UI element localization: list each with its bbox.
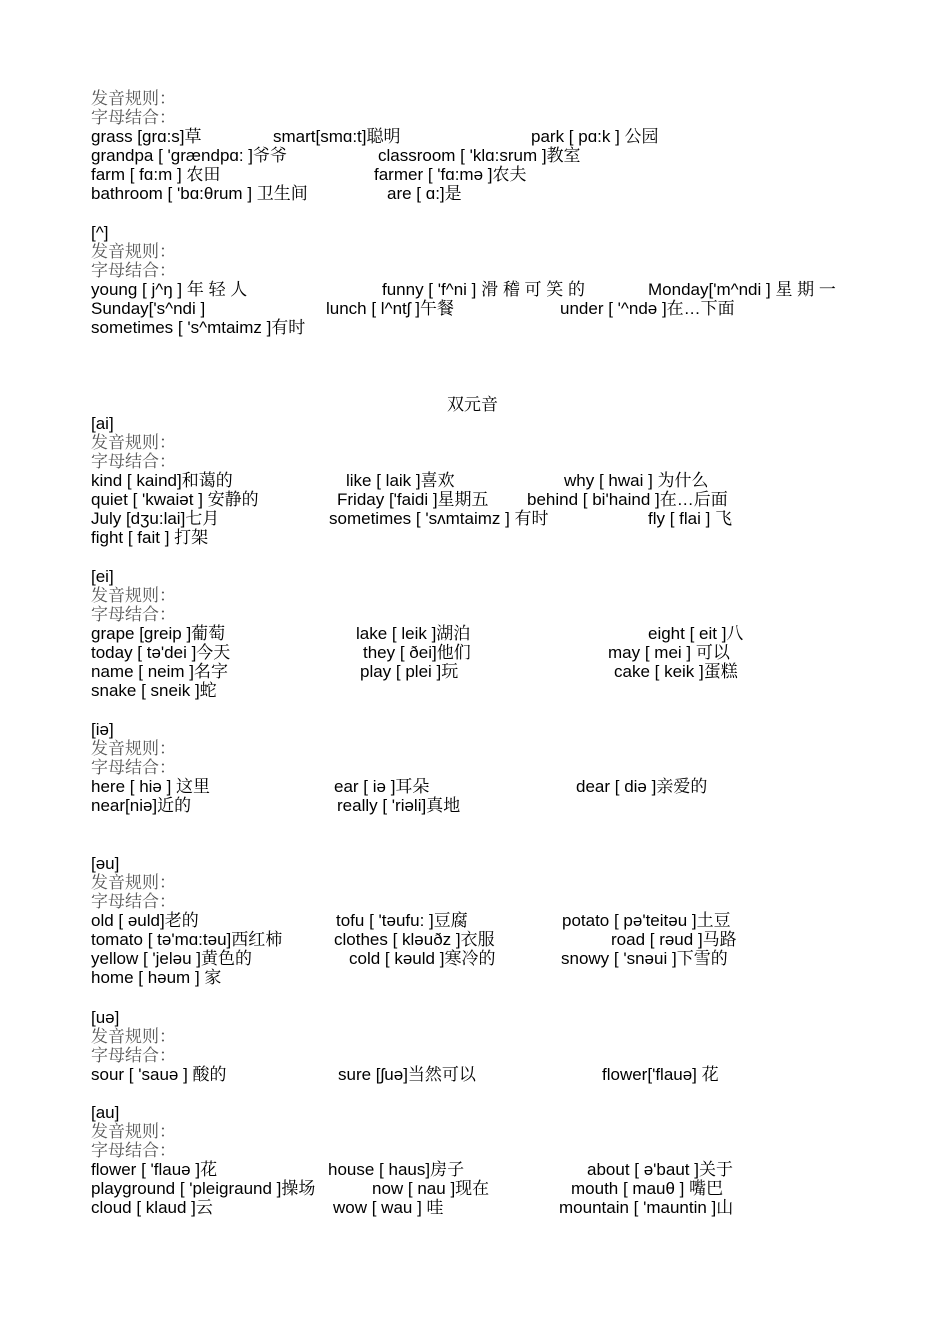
phoneme-header: [^] [91,223,109,242]
combo-label: 字母结合： [91,892,176,911]
word-entry: snowy [ 'snəui ]下雪的 [561,949,728,968]
word-entry: farmer [ 'fɑ:mə ]农夫 [374,165,527,184]
word-entry: name [ neim ]名字 [91,662,228,681]
word-entry: grape [greip ]葡萄 [91,624,226,643]
word-entry: tofu [ 'təufu: ]豆腐 [336,911,468,930]
word-entry: eight [ eit ]八 [648,624,744,643]
combo-label: 字母结合： [91,452,176,471]
word-entry: today [ tə'dei ]今天 [91,643,231,662]
word-row [0,911,950,930]
word-entry: park [ pɑ:k ] 公园 [531,127,659,146]
word-row [0,1065,950,1084]
rule-label: 发音规则： [91,586,176,605]
word-entry: old [ əuld]老的 [91,911,199,930]
phoneme-header: [əu] [91,854,120,873]
word-row [0,528,950,547]
word-entry: funny [ 'f^ni ] 滑 稽 可 笑 的 [382,280,585,299]
word-row [0,624,950,643]
word-entry: dear [ diə ]亲爱的 [576,777,708,796]
rule-label: 发音规则： [91,433,176,452]
combo-label: 字母结合： [91,605,176,624]
word-entry: smart[smɑ:t]聪明 [273,127,401,146]
word-row [0,165,950,184]
word-entry: fight [ fait ] 打架 [91,528,209,547]
rule-label: 发音规则： [91,873,176,892]
word-entry: mountain [ 'mauntin ]山 [559,1198,734,1217]
phoneme-header: [ei] [91,567,114,586]
word-row [0,1160,950,1179]
rule-label: 发音规则： [91,1122,176,1141]
word-entry: flower['flauə] 花 [602,1065,719,1084]
word-row [0,930,950,949]
word-row [0,146,950,165]
word-entry: road [ rəud ]马路 [611,930,737,949]
word-entry: wow [ wau ] 哇 [333,1198,444,1217]
word-entry: like [ laik ]喜欢 [346,471,455,490]
rule-label: 发音规则： [91,89,176,108]
word-entry: behind [ bi'haind ]在…后面 [527,490,728,509]
word-entry: young [ j^ŋ ] 年 轻 人 [91,280,248,299]
word-entry: grass [grɑ:s]草 [91,127,202,146]
word-entry: sure [ʃuə]当然可以 [338,1065,476,1084]
word-entry: here [ hiə ] 这里 [91,777,211,796]
word-entry: quiet [ 'kwaiət ] 安静的 [91,490,259,509]
word-entry: home [ həum ] 家 [91,968,222,987]
word-entry: grandpa [ 'grændpɑ: ]爷爷 [91,146,288,165]
word-entry: lake [ leik ]湖泊 [356,624,471,643]
word-entry: may [ mei ] 可以 [608,643,730,662]
word-entry: they [ ðei]他们 [363,643,471,662]
word-entry: sometimes [ 's^mtaimz ]有时 [91,318,306,337]
combo-label: 字母结合： [91,1141,176,1160]
word-row [0,1198,950,1217]
phoneme-header: [iə] [91,720,114,739]
word-row [0,127,950,146]
phoneme-header: [uə] [91,1008,120,1027]
rule-label: 发音规则： [91,242,176,261]
section-title: 双元音 [447,395,498,414]
rule-label: 发音规则： [91,1027,176,1046]
word-entry: snake [ sneik ]蛇 [91,681,217,700]
word-entry: flower [ 'flauə ]花 [91,1160,218,1179]
combo-label: 字母结合： [91,758,176,777]
word-entry: really [ 'riəli]真地 [337,796,461,815]
word-row [0,471,950,490]
combo-label: 字母结合： [91,108,176,127]
word-entry: playground [ 'pleigraund ]操场 [91,1179,316,1198]
word-entry: fly [ flai ] 飞 [648,509,733,528]
phoneme-header: [ai] [91,414,114,433]
word-entry: Monday['m^ndi ] 星 期 一 [648,280,836,299]
word-entry: near[niə]近的 [91,796,192,815]
word-row [0,509,950,528]
word-entry: Friday ['faidi ]星期五 [337,490,489,509]
word-entry: about [ ə'baut ]关于 [587,1160,733,1179]
combo-label: 字母结合： [91,261,176,280]
word-row [0,643,950,662]
word-entry: classroom [ 'klɑ:srum ]教室 [378,146,581,165]
word-entry: cake [ keik ]蛋糕 [614,662,738,681]
word-entry: July [dʒu:lai]七月 [91,509,220,528]
word-entry: farm [ fɑ:m ] 农田 [91,165,221,184]
word-entry: Sunday['s^ndi ] [91,299,206,318]
word-row [0,662,950,681]
word-entry: bathroom [ 'bɑ:θrum ] 卫生间 [91,184,308,203]
word-entry: under [ '^ndə ]在…下面 [560,299,735,318]
word-row [0,280,950,299]
word-entry: play [ plei ]玩 [360,662,459,681]
word-row [0,796,950,815]
word-entry: tomato [ tə'mɑ:təu]西红柿 [91,930,283,949]
word-entry: are [ ɑ:]是 [387,184,462,203]
word-entry: ear [ iə ]耳朵 [334,777,430,796]
word-entry: kind [ kaind]和蔼的 [91,471,233,490]
word-row [0,184,950,203]
word-entry: sour [ 'sauə ] 酸的 [91,1065,227,1084]
word-entry: sometimes [ 'sʌmtaimz ] 有时 [329,509,549,528]
word-entry: potato [ pə'teitəu ]土豆 [562,911,731,930]
phoneme-header: [au] [91,1103,120,1122]
rule-label: 发音规则： [91,739,176,758]
word-row [0,490,950,509]
word-entry: yellow [ 'jeləu ]黄色的 [91,949,253,968]
word-row [0,1179,950,1198]
word-row [0,949,950,968]
word-entry: lunch [ l^ntʃ ]午餐 [326,299,454,318]
combo-label: 字母结合： [91,1046,176,1065]
word-entry: now [ nau ]现在 [372,1179,490,1198]
word-entry: clothes [ kləuðz ]衣服 [334,930,495,949]
word-entry: house [ haus]房子 [328,1160,465,1179]
word-row [0,299,950,318]
word-entry: why [ hwai ] 为什么 [564,471,709,490]
word-row [0,777,950,796]
word-row [0,681,950,700]
word-row [0,968,950,987]
word-entry: cloud [ klaud ]云 [91,1198,213,1217]
word-row [0,318,950,337]
word-entry: cold [ kəuld ]寒冷的 [349,949,496,968]
word-entry: mouth [ mauθ ] 嘴巴 [571,1179,724,1198]
